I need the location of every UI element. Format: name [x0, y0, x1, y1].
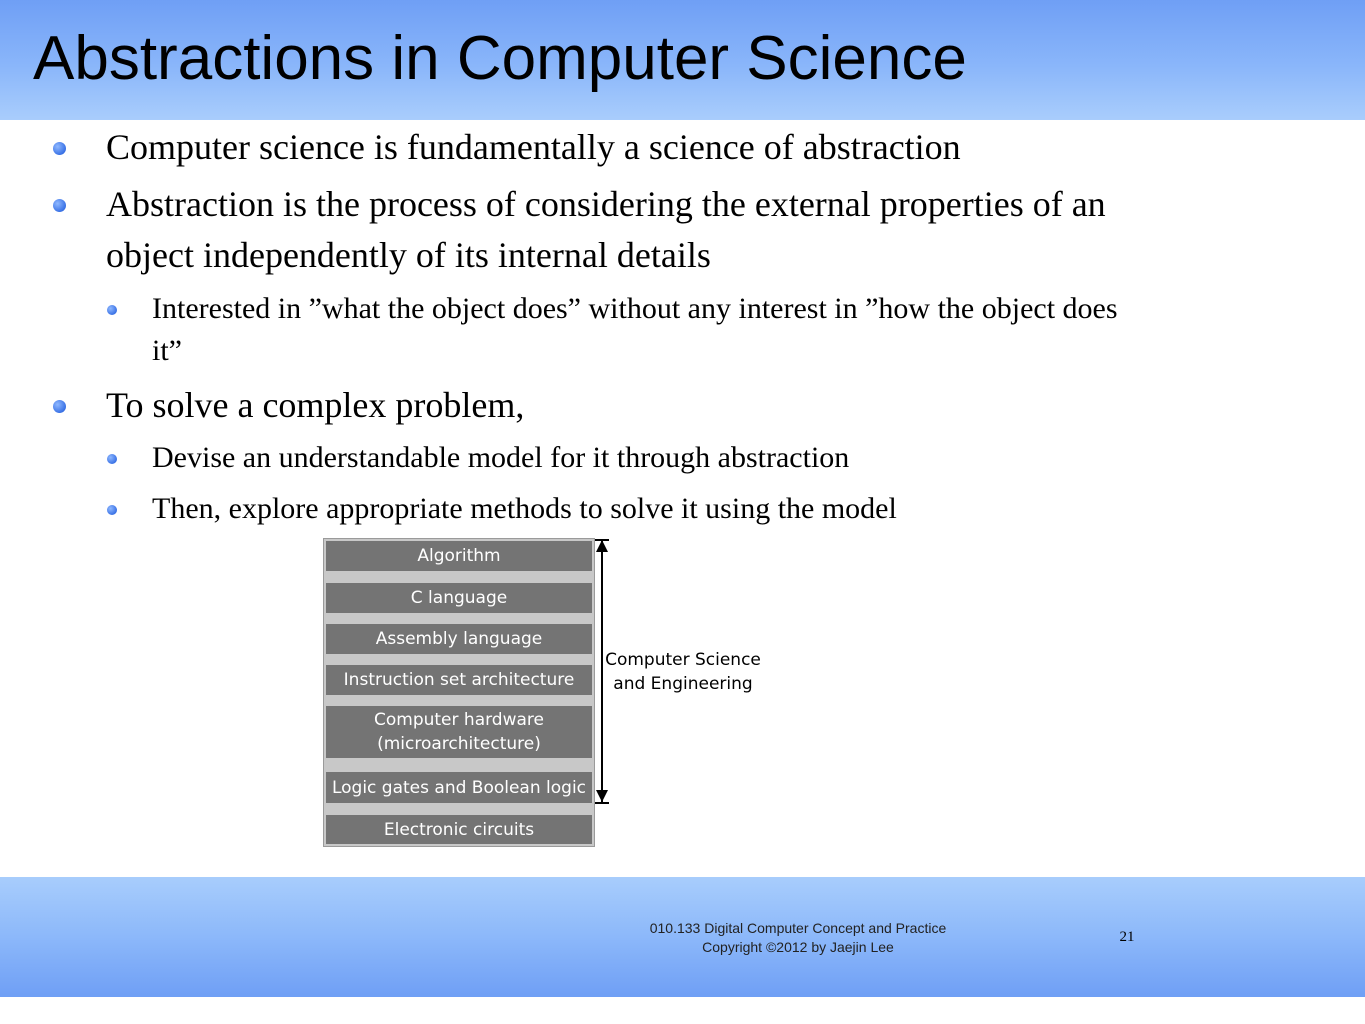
bullet-dot-icon [53, 199, 66, 212]
title-bar [0, 0, 1365, 120]
bracket-label-line: and Engineering [613, 674, 753, 694]
course-name: 010.133 Digital Computer Concept and Practice [649, 920, 947, 936]
layer-c-language: C language [326, 583, 592, 613]
page-number: 21 [1119, 929, 1135, 945]
bracket-label-line: Computer Science [605, 650, 761, 670]
layer-label: (microarchitecture) [377, 734, 541, 754]
layer-logic-gates: Logic gates and Boolean logic [326, 772, 592, 803]
layer-label: Computer hardware [374, 710, 544, 730]
bracket-line [601, 540, 603, 802]
layer-computer-hardware [326, 706, 592, 758]
bullet-dot-icon [107, 454, 117, 464]
slide-title: Abstractions in Computer Science [33, 24, 967, 93]
abstraction-layer-diagram [323, 538, 763, 848]
bullet-text: Interested in ”what the object does” without any interest in ”how the object does [152, 292, 1118, 325]
bracket-label [604, 648, 762, 696]
layer-electronic-circuits: Electronic circuits [326, 815, 592, 844]
arrow-down-icon [596, 790, 608, 802]
layer-assembly-language: Assembly language [326, 624, 592, 654]
bullet-text: Then, explore appropriate methods to solve it using the model [152, 492, 897, 525]
bullet-dot-icon [107, 305, 117, 315]
footer-bar [0, 877, 1365, 997]
sub-bullet-item [152, 288, 1118, 372]
bullet-dot-icon [53, 400, 66, 413]
bullet-text: Computer science is fundamentally a science of abstraction [106, 127, 961, 167]
bullet-text: it” [152, 334, 182, 367]
bullet-text: Devise an understandable model for it through abstraction [152, 441, 850, 474]
bullet-text: To solve a complex problem, [106, 385, 525, 425]
sub-bullet-item [152, 488, 897, 530]
bullet-dot-icon [107, 505, 117, 515]
layer-instruction-set-architecture: Instruction set architecture [326, 665, 592, 695]
layer-stack [323, 538, 595, 847]
copyright-text: Copyright ©2012 by Jaejin Lee [702, 939, 894, 955]
layer-algorithm: Algorithm [326, 541, 592, 571]
footer-text [598, 919, 998, 957]
bracket-bottom-tick [595, 802, 609, 804]
bullet-item [106, 380, 524, 431]
bullet-text: Abstraction is the process of considering the external properties of an [106, 184, 1106, 224]
sub-bullet-item [152, 437, 849, 479]
bullet-text: object independently of its internal details [106, 235, 711, 275]
bullet-item [106, 122, 961, 173]
bullet-item [106, 179, 1106, 281]
bullet-dot-icon [53, 142, 66, 155]
